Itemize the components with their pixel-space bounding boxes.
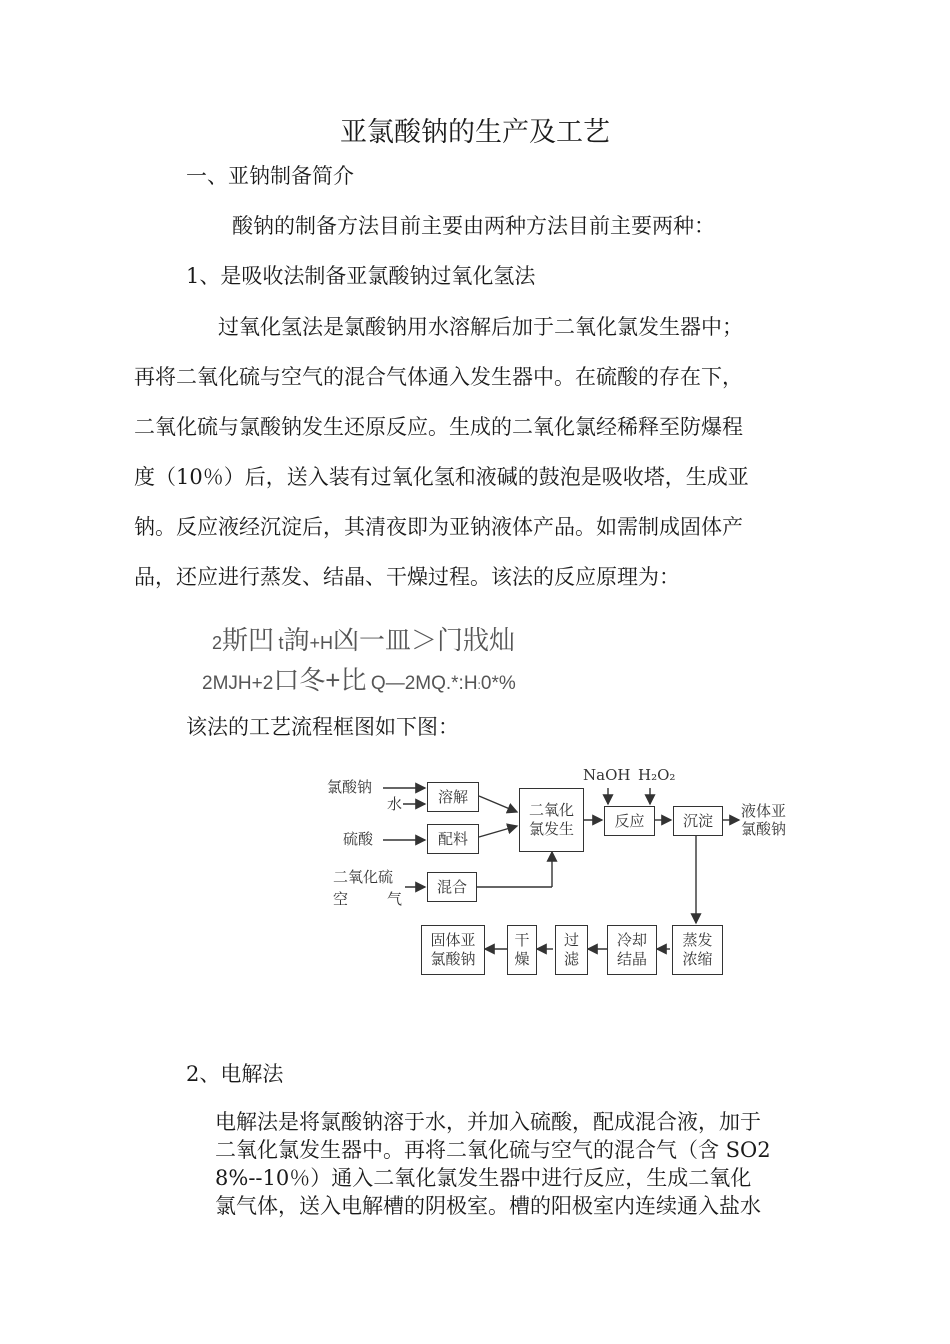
paragraph-line: 度（10％）后，送入装有过氧化氢和液碱的鼓泡是吸收塔，生成亚 xyxy=(134,465,749,489)
paragraph-line: 钠。反应液经沉淀后，其清夜即为亚钠液体产品。如需制成固体产 xyxy=(134,515,743,539)
input-water: 水 xyxy=(387,795,403,813)
paragraph-line: 再将二氧化硫与空气的混合气体通入发生器中。在硫酸的存在下， xyxy=(134,365,743,389)
box-solid-product: 固体亚 氯酸钠 xyxy=(421,925,485,975)
box-batching: 配料 xyxy=(427,824,479,854)
paragraph-line: 二氧化硫与氯酸钠发生还原反应。生成的二氧化氯经稀释至防爆程 xyxy=(134,415,743,439)
process-flowchart xyxy=(325,760,805,985)
section-2-heading: 2、电解法 xyxy=(186,1062,284,1086)
paragraph-line: 二氧化氯发生器中。再将二氧化硫与空气的混合气（含 SO2 xyxy=(215,1138,771,1162)
reaction-formula-line-2: 2MJH+2口冬+比 Q—2MQ.*:H:0*% xyxy=(202,665,516,695)
paragraph-line: 8%--10％）通入二氧化氯发生器中进行反应，生成二氧化 xyxy=(215,1166,752,1190)
paragraph-line: 品，还应进行蒸发、结晶、干燥过程。该法的反应原理为： xyxy=(134,565,680,589)
input-h2o2: H₂O₂ xyxy=(638,766,676,784)
box-cooling-crystallization: 冷却 结晶 xyxy=(607,925,657,975)
box-dissolve: 溶解 xyxy=(427,782,479,812)
method-1-heading: 1、是吸收法制备亚氯酸钠过氧化氢法 xyxy=(186,264,536,288)
paragraph-line: 氯气体，送入电解槽的阴极室。槽的阳极室内连续通入盐水 xyxy=(215,1194,761,1218)
input-air-a: 空 xyxy=(333,890,349,908)
box-clo2-generation: 二氧化 氯发生 xyxy=(519,788,584,852)
box-dry: 干 燥 xyxy=(507,925,537,975)
flowchart-caption: 该法的工艺流程框图如下图： xyxy=(186,715,459,739)
output-liquid-product: 液体亚 氯酸钠 xyxy=(741,802,787,838)
paragraph-line: 电解法是将氯酸钠溶于水，并加入硫酸，配成混合液，加于 xyxy=(215,1110,761,1134)
box-mixing: 混合 xyxy=(427,872,477,902)
reaction-formula-line-1: 2斯凹 t詢+H凶一皿＞门戕灿 xyxy=(212,625,516,655)
document-title: 亚氯酸钠的生产及工艺 xyxy=(340,117,610,148)
input-so2: 二氧化硫 xyxy=(333,868,394,886)
section-1-heading: 一、亚钠制备简介 xyxy=(186,164,354,188)
input-sulfuric-acid: 硫酸 xyxy=(343,830,374,848)
box-filter: 过 滤 xyxy=(555,925,588,975)
input-naoh: NaOH xyxy=(583,766,631,784)
box-precipitation: 沉淀 xyxy=(673,806,723,836)
input-air-b: 气 xyxy=(387,890,403,908)
input-sodium-chlorate: 氯酸钠 xyxy=(327,778,373,796)
paragraph-line: 过氧化氢法是氯酸钠用水溶解后加于二氧化氯发生器中； xyxy=(218,315,743,339)
section-1-intro: 酸钠的制备方法目前主要由两种方法目前主要两种： xyxy=(232,214,715,238)
box-evaporation-concentration: 蒸发 浓缩 xyxy=(672,925,723,975)
box-reaction: 反应 xyxy=(604,806,655,836)
